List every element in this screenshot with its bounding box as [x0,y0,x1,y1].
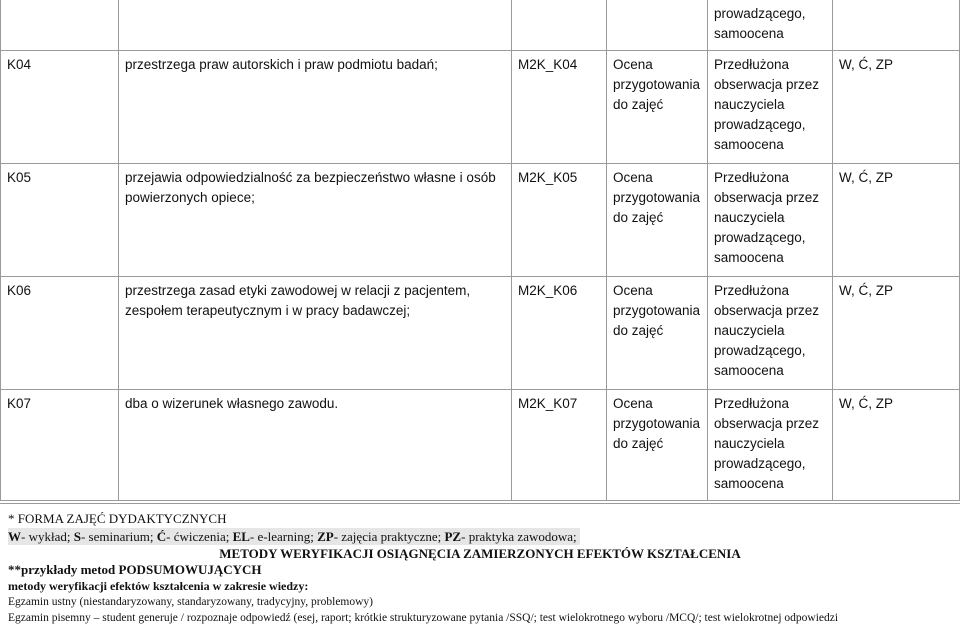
method-text: Przedłużona obserwacja przez nauczyciela prowadzącego, samoocena [714,170,820,265]
verification-method [708,390,833,501]
verification-method [708,277,833,390]
verification-method [708,164,833,277]
outcome-description [119,390,512,501]
cell-form [607,0,708,51]
notes-section [0,503,960,625]
assessment-form [607,164,708,277]
legend-text: - ćwiczenia; [166,529,233,544]
legend-abbr: W [8,529,21,544]
description-text: przejawia odpowiedzialność za bezpieczeństwo własne i osób powierzonych opiece; [125,170,496,205]
outcome-description [119,51,512,164]
verification-method [708,51,833,164]
forms-legend-line [0,528,960,546]
legend-text: - seminarium; [80,529,157,544]
oral-exam-text: Egzamin ustny (niestandaryzowany, standaryzowany, tradycyjny, problemowy) [8,596,374,608]
legend-abbr: PZ [444,529,462,544]
forms-legend [8,528,580,545]
outcome-reference: M2K_K07 [512,390,607,501]
cell-reference [512,0,607,51]
outcome-description [119,164,512,277]
description-text: przestrzega praw autorskich i praw podmiotu badań; [125,57,438,72]
method-text: Przedłużona obserwacja przez nauczyciela prowadzącego, samoocena [714,283,820,378]
outcome-description [119,277,512,390]
cell-method [708,0,833,51]
legend-abbr: Ć [156,529,167,544]
legend-text: - wykład; [21,529,74,544]
legend-text: - e-learning; [249,529,318,544]
assessment-form [607,390,708,501]
method-text: prowadzącego, samoocena [714,6,806,41]
methods-heading: METODY WERYFIKACJI OSIĄGNĘCIA ZAMIERZONYCH EFEKTÓW KSZTAŁCENIA [219,546,741,561]
outcome-reference: M2K_K06 [512,277,607,390]
cell-code [1,0,119,51]
assessment-form [607,277,708,390]
outcome-reference: M2K_K05 [512,164,607,277]
method-text: Przedłużona obserwacja przez nauczyciela prowadzącego, samoocena [714,396,820,491]
form-text: Ocena przygotowania do zajęć [613,396,701,451]
table-row [1,277,960,390]
form-text: Ocena przygotowania do zajęć [613,283,701,338]
outcome-code: K05 [1,164,119,277]
class-forms: W, Ć, ZP [833,51,960,164]
cell-description [119,0,512,51]
legend-text: - praktyka zawodowa; [461,529,577,544]
class-forms: W, Ć, ZP [833,164,960,277]
legend-text: - zajęcia praktyczne; [333,529,445,544]
description-text: dba o wizerunek własnego zawodu. [125,396,339,411]
legend-abbr: ZP [317,529,334,544]
legend-abbr: EL [232,529,250,544]
cell-class-forms [833,0,960,51]
form-text: Ocena przygotowania do zajęć [613,170,701,225]
class-forms: W, Ć, ZP [833,277,960,390]
knowledge-heading: metody weryfikacji efektów kształcenia w zakresie wiedzy: [8,579,309,593]
assessment-form [607,51,708,164]
written-exam-text: Egzamin pisemny – student generuje / rozpoznaje odpowiedź (esej, raport; krótkie strukturyzowane pytania /SSQ/; test wielokrotnego wyboru /MCQ/; test wielokrotnej odpowiedzi [8,612,839,624]
outcome-code: K07 [1,390,119,501]
legend-abbr: S [73,529,81,544]
form-text: Ocena przygotowania do zajęć [613,57,701,112]
table-row [1,164,960,277]
class-forms: W, Ć, ZP [833,390,960,501]
outcome-code: K06 [1,277,119,390]
examples-heading: **przykłady metod PODSUMOWUJĄCYCH [8,562,262,577]
method-text: Przedłużona obserwacja przez nauczyciela prowadzącego, samoocena [714,57,820,152]
table-row [1,390,960,501]
forms-heading: * FORMA ZAJĘĆ DYDAKTYCZNYCH [8,511,227,526]
outcome-code: K04 [1,51,119,164]
description-text: przestrzega zasad etyki zawodowej w relacji z pacjentem, zespołem terapeutycznym i w pracy badawczej; [125,283,471,318]
outcome-reference: M2K_K04 [512,51,607,164]
table-row-partial [1,0,960,51]
table-row [1,51,960,164]
